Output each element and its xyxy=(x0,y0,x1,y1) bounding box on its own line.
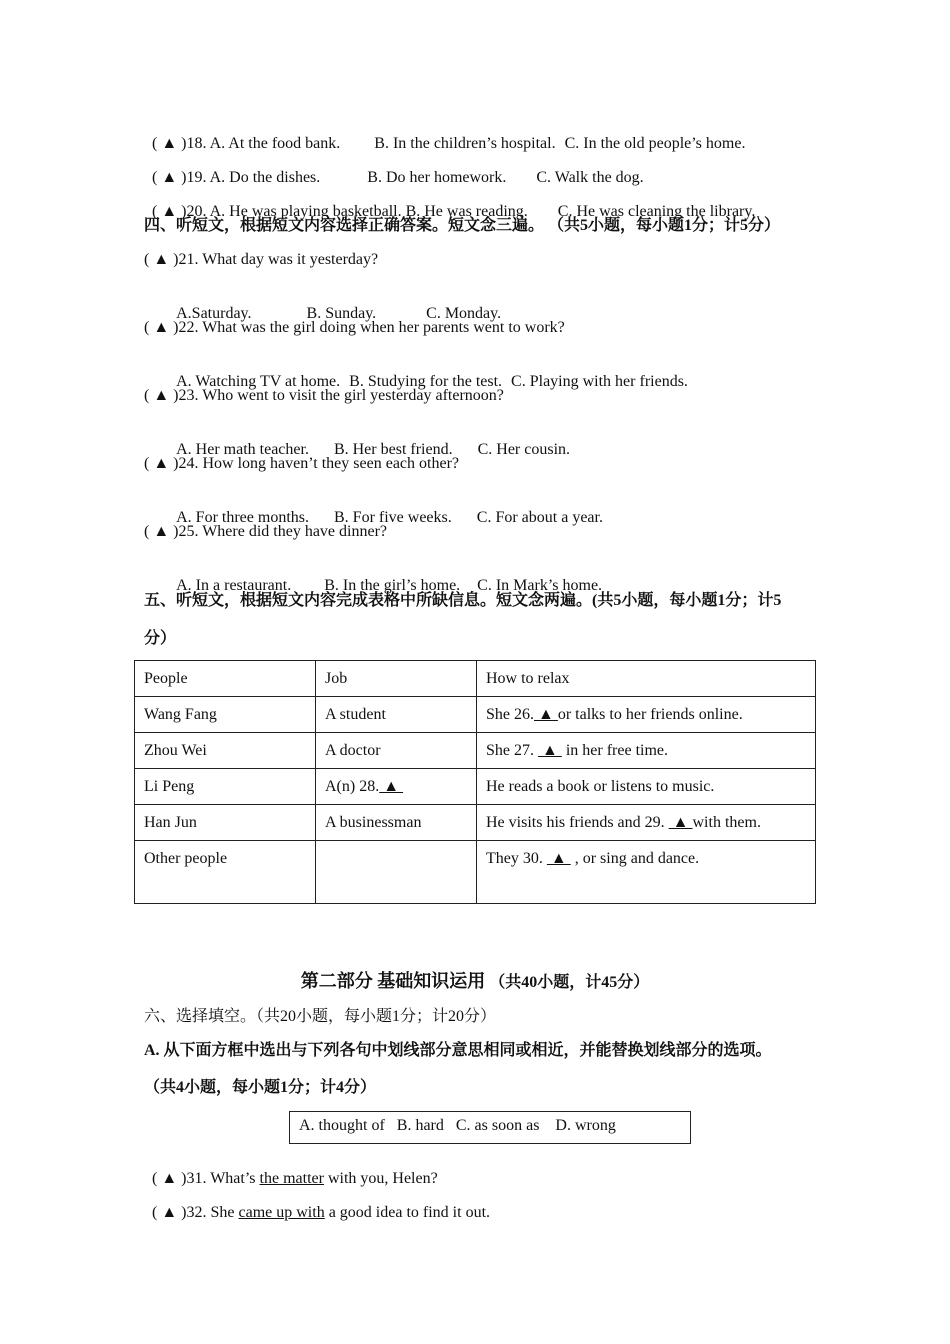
table-row xyxy=(135,805,816,841)
job-cell: A doctor xyxy=(316,733,477,769)
part-2-score: （共40小题，计45分） xyxy=(485,974,650,991)
q23-option-b: B. Her best friend. xyxy=(333,441,453,458)
relax-cell xyxy=(477,841,816,904)
relax-text: , or sing and dance. xyxy=(570,850,700,867)
q22-option-b: B. Studying for the test. xyxy=(349,373,503,390)
q18-number: ( ▲ )18. xyxy=(152,135,207,152)
q32-text: a good idea to find it out. xyxy=(324,1204,491,1221)
answer-blank-30[interactable]: ▲ xyxy=(546,850,571,867)
person-cell: Zhou Wei xyxy=(135,733,316,769)
table-row xyxy=(135,733,816,769)
part-2-title-text: 第二部分 基础知识运用 xyxy=(300,971,486,991)
q19-option-c: C. Walk the dog. xyxy=(536,169,644,186)
q18-option-a: A. At the food bank. xyxy=(209,135,341,152)
person-cell: Wang Fang xyxy=(135,697,316,733)
part-2-title xyxy=(0,970,950,994)
header-how-to-relax: How to relax xyxy=(477,661,816,697)
job-cell: A student xyxy=(316,697,477,733)
q20-option-a: A. He was playing basketball. xyxy=(209,203,402,220)
person-cell: Other people xyxy=(135,841,316,904)
relax-cell: He reads a book or listens to music. xyxy=(477,769,816,805)
q25-stem: ( ▲ )25. Where did they have dinner? xyxy=(144,523,388,540)
q19-option-b: B. Do her homework. xyxy=(367,169,507,186)
q31-text: ( ▲ )31. What’s xyxy=(152,1170,260,1187)
section-4-heading: 四、听短文，根据短文内容选择正确答案。短文念三遍。 （共5小题，每小题1分；计5分） xyxy=(144,217,781,234)
table-row xyxy=(135,769,816,805)
job-cell xyxy=(316,769,477,805)
q31-text: with you, Helen? xyxy=(323,1170,438,1187)
q25-options xyxy=(169,556,602,596)
q24-option-c: C. For about a year. xyxy=(476,509,603,526)
q20-option-c: C. He was cleaning the library. xyxy=(557,203,756,220)
q25-option-c: C. In Mark’s home. xyxy=(477,577,603,594)
q18-option-b: B. In the children’s hospital. xyxy=(374,135,556,152)
q21-option-b: B. Sunday. xyxy=(306,305,377,322)
q22-option-a: A. Watching TV at home. xyxy=(176,373,341,390)
section-a-heading-line2: （共4小题，每小题1分；计4分） xyxy=(144,1079,377,1096)
q21-stem: ( ▲ )21. What day was it yesterday? xyxy=(144,251,379,268)
answer-blank-26[interactable]: ▲ xyxy=(534,706,558,723)
table-row xyxy=(135,697,816,733)
q23-option-a: A. Her math teacher. xyxy=(176,441,309,458)
q22-stem: ( ▲ )22. What was the girl doing when her parents went to work? xyxy=(144,319,565,336)
options-box xyxy=(289,1111,691,1144)
q20-number: ( ▲ )20. xyxy=(152,203,207,220)
q18-option-c: C. In the old people’s home. xyxy=(564,135,746,152)
section-a-heading-line1: A. 从下面方框中选出与下列各句中划线部分意思相同或相近，并能替换划线部分的选项。 xyxy=(144,1042,772,1059)
job-cell xyxy=(316,841,477,904)
table-header-row xyxy=(135,661,816,697)
relax-text: He visits his friends and 29. xyxy=(486,814,669,831)
q24-option-b: B. For five weeks. xyxy=(334,509,452,526)
q32-underlined-phrase: came up with xyxy=(238,1204,325,1221)
relax-cell xyxy=(477,733,816,769)
relax-info-table xyxy=(134,660,816,904)
relax-text: She 27. xyxy=(486,742,538,759)
q19-number: ( ▲ )19. xyxy=(152,169,207,186)
q32-text: ( ▲ )32. She xyxy=(152,1204,239,1221)
relax-cell xyxy=(477,805,816,841)
relax-text: They 30. xyxy=(486,850,547,867)
q24-stem: ( ▲ )24. How long haven’t they seen each other? xyxy=(144,455,459,472)
relax-text: or talks to her friends online. xyxy=(557,706,743,723)
q20-option-b: B. He was reading. xyxy=(405,203,528,220)
answer-blank-27[interactable]: ▲ xyxy=(538,742,562,759)
q25-option-a: A. In a restaurant. xyxy=(176,577,292,594)
section-5-heading-line2: 分） xyxy=(144,630,177,647)
question-32 xyxy=(144,1183,490,1223)
relax-text: She 26. xyxy=(486,706,534,723)
q23-stem: ( ▲ )23. Who went to visit the girl yesterday afternoon? xyxy=(144,387,504,404)
section-6-heading: 六、选择填空。（共20小题，每小题1分；计20分） xyxy=(144,1008,497,1025)
relax-cell xyxy=(477,697,816,733)
header-job: Job xyxy=(316,661,477,697)
q31-underlined-phrase: the matter xyxy=(259,1170,324,1187)
person-cell: Li Peng xyxy=(135,769,316,805)
header-people: People xyxy=(135,661,316,697)
q23-option-c: C. Her cousin. xyxy=(477,441,571,458)
q21-option-c: C. Monday. xyxy=(426,305,502,322)
answer-blank-28[interactable]: ▲ xyxy=(379,778,404,795)
q19-option-a: A. Do the dishes. xyxy=(209,169,321,186)
relax-text: in her free time. xyxy=(561,742,669,759)
q25-option-b: B. In the girl’s home. xyxy=(324,577,461,594)
section-5-heading-line1: 五、听短文，根据短文内容完成表格中所缺信息。短文念两遍。(共5小题，每小题1分；计5 xyxy=(144,592,782,609)
job-text: A(n) 28. xyxy=(325,778,380,795)
q24-option-a: A. For three months. xyxy=(176,509,309,526)
person-cell: Han Jun xyxy=(135,805,316,841)
relax-text: with them. xyxy=(692,814,761,831)
answer-blank-29[interactable]: ▲ xyxy=(668,814,693,831)
job-cell: A businessman xyxy=(316,805,477,841)
table-row xyxy=(135,841,816,904)
q22-option-c: C. Playing with her friends. xyxy=(511,373,688,390)
options-box-text: A. thought of B. hard C. as soon as D. wrong xyxy=(299,1117,616,1134)
q21-option-a: A.Saturday. xyxy=(176,305,252,322)
